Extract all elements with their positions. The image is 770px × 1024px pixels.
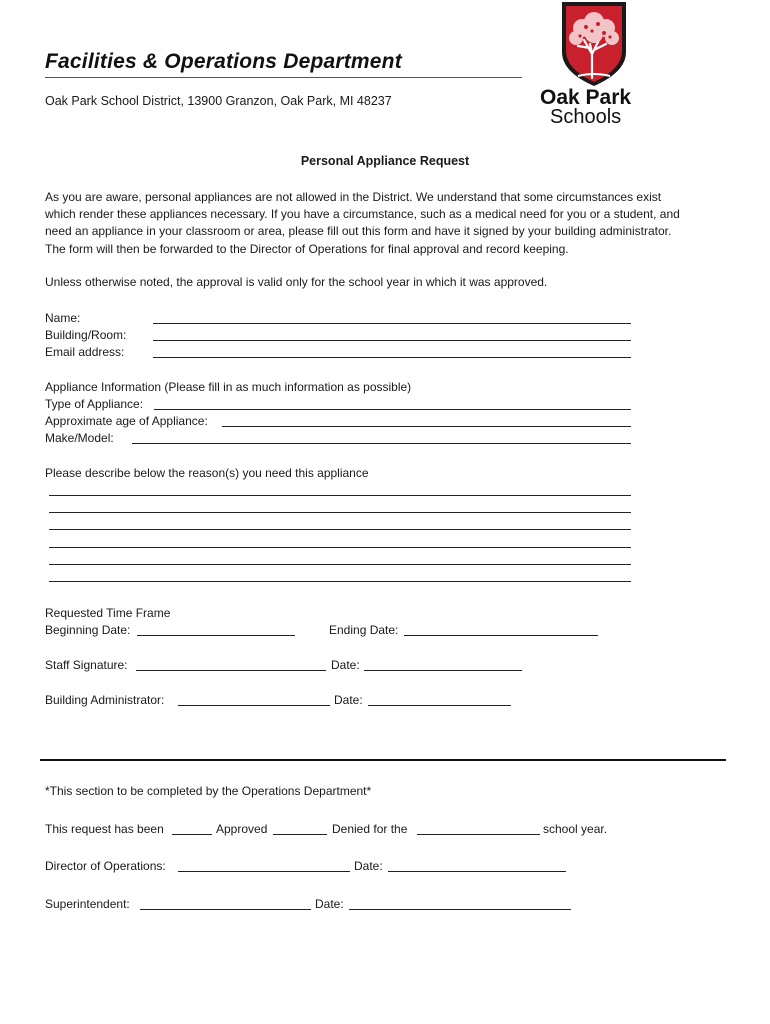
header-divider [45, 77, 522, 78]
validity-note: Unless otherwise noted, the approval is valid only for the school year in which it was approved. [45, 275, 548, 289]
logo-text-schools: Schools [550, 106, 622, 128]
request-prefix: This request has been [45, 822, 164, 836]
beginning-date-field[interactable] [137, 624, 295, 636]
staff-date-field[interactable] [364, 659, 522, 671]
appliance-info-heading: Appliance Information (Please fill in as much information as possible) [45, 380, 412, 394]
operations-note: *This section to be completed by the Operations Department* [45, 784, 372, 798]
denied-field[interactable] [273, 823, 327, 835]
approved-label: Approved [216, 822, 268, 836]
building-admin-field[interactable] [178, 694, 330, 706]
email-field[interactable] [153, 346, 631, 358]
director-label: Director of Operations: [45, 859, 166, 873]
superintendent-label: Superintendent: [45, 897, 130, 911]
department-title: Facilities & Operations Department [45, 50, 402, 73]
ending-date-label: Ending Date: [329, 623, 399, 637]
operations-divider [40, 759, 726, 761]
admin-date-field[interactable] [368, 694, 511, 706]
name-field[interactable] [153, 312, 631, 324]
email-label: Email address: [45, 345, 125, 359]
reason-line[interactable] [49, 536, 631, 548]
director-date-field[interactable] [388, 860, 566, 872]
oak-park-schools-logo [528, 0, 658, 132]
time-frame-heading: Requested Time Frame [45, 606, 171, 620]
building-room-label: Building/Room: [45, 328, 127, 342]
reason-line[interactable] [49, 484, 631, 496]
superintendent-date-field[interactable] [349, 898, 571, 910]
reason-heading: Please describe below the reason(s) you need this appliance [45, 466, 369, 480]
intro-line: need an appliance in your classroom or area, please fill out this form and have it signed by your building administrator. [45, 224, 672, 239]
reason-line[interactable] [49, 501, 631, 513]
reason-line[interactable] [49, 553, 631, 565]
appliance-age-label: Approximate age of Appliance: [45, 414, 208, 428]
superintendent-date-label: Date: [315, 897, 344, 911]
intro-paragraph [45, 189, 725, 258]
director-signature-field[interactable] [178, 860, 350, 872]
reason-line[interactable] [49, 570, 631, 582]
make-model-field[interactable] [132, 432, 631, 444]
admin-date-label: Date: [334, 693, 363, 707]
staff-date-label: Date: [331, 658, 360, 672]
appliance-type-field[interactable] [154, 398, 631, 410]
form-title: Personal Appliance Request [300, 154, 470, 168]
intro-line: The form will then be forwarded to the Director of Operations for final approval and record keeping. [45, 241, 569, 256]
appliance-type-label: Type of Appliance: [45, 397, 144, 411]
staff-signature-label: Staff Signature: [45, 658, 128, 672]
make-model-label: Make/Model: [45, 431, 114, 445]
building-room-field[interactable] [153, 329, 631, 341]
reason-line[interactable] [49, 518, 631, 530]
ending-date-field[interactable] [404, 624, 598, 636]
building-admin-label: Building Administrator: [45, 693, 165, 707]
intro-line: As you are aware, personal appliances are not allowed in the District. We understand that some circumstances exist [45, 190, 662, 204]
logo-text-oak-park: Oak Park [540, 86, 632, 109]
district-address: Oak Park School District, 13900 Granzon, Oak Park, MI 48237 [45, 94, 392, 108]
beginning-date-label: Beginning Date: [45, 623, 131, 637]
school-year-label: school year. [543, 822, 608, 836]
approved-field[interactable] [172, 823, 212, 835]
name-label: Name: [45, 311, 81, 325]
director-date-label: Date: [354, 859, 383, 873]
superintendent-signature-field[interactable] [140, 898, 311, 910]
intro-line: which render these appliances necessary. If you have a circumstance, such as a medical need for you or a student, and [45, 207, 680, 222]
denied-label: Denied for the [332, 822, 408, 836]
staff-signature-field[interactable] [136, 659, 326, 671]
appliance-age-field[interactable] [222, 415, 631, 427]
school-year-field[interactable] [417, 823, 540, 835]
